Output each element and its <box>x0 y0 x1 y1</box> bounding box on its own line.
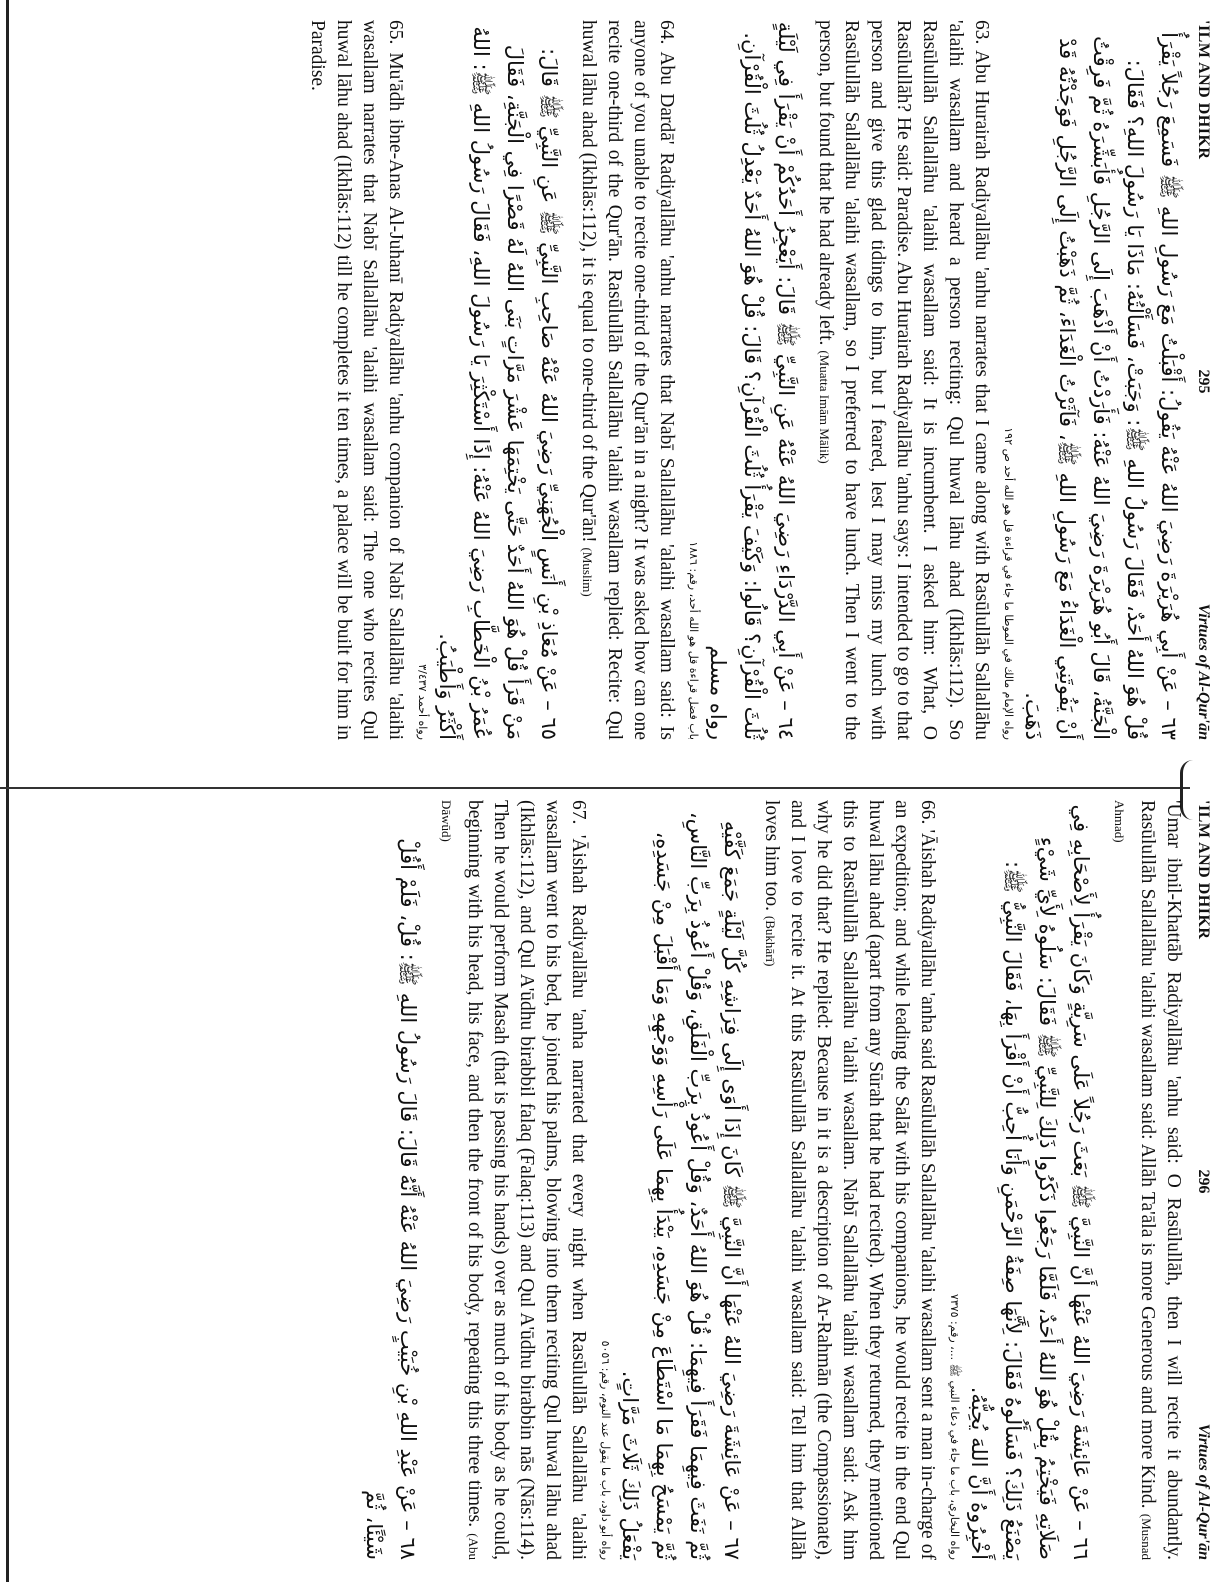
hadith-66-text: 66. 'Āishah Radiyallāhu 'anha said Rasūlullāh Sallallāhu 'alaihi wasallam sent a man in-charge of an expedition; and while leading the Salāt with his companions, he would recite in the end Qul huwal lāhu ahad (apart from any Sūrah that he had recited). When they returned, they mentioned this to Rasūlullāh Sallallāhu 'alaihi wasallam. Nabī Sallallāhu 'alaihi wasallam said: Ask him why he did that? He replied: Because in it is a description of Ar-Rahmān (the Compassionate), and I love to recite it. At this Rasūlullāh Sallallāhu 'alaihi wasallam said: Tell him that Allāh loves him too. <box>761 800 938 1560</box>
hadith-65-arabic: ٦٥ – عَنْ مُعَاذِ بْنِ أَنَسٍ الْجُهَنِيِّ رَضِيَ اللهُ عَنْهُ صَاحِبِ النَّبِيِّ ﷺ عَنِ النَّبِيِّ ﷺ قَالَ: مَنْ قَرَأَ قُلْ هُوَ اللهُ أَحَدٌ حَتَّى يَخْتِمَهَا عَشْرَ مَرَّاتٍ بَنَى اللهُ لَهُ قَصْرًا فِي الْجَنَّةِ، فَقَالَ عُمَرُ بْنُ الْخَطَّابِ رَضِيَ اللهُ عَنْهُ: إِذًا أَسْتَكْثِرَ يَا رَسُولَ اللهِ، فَقَالَ رَسُولُ اللهِ ﷺ: اللهُ أَكْثَرُ وَأَطْيَبُ. <box>435 26 561 740</box>
hadith-67-reference: رواه أبو داود، باب ما يقول عند النوم، رقم: ٥٠٥٦ <box>599 1340 612 1560</box>
hadith-68-arabic: ٦٨ – عَنْ عَبْدِ اللهِ بْنِ خُبَيْبٍ رَضِيَ اللهُ عَنْهُ أَنَّهُ قَالَ: قَالَ رَسُولُ اللهِ ﷺ: قُلْ، فَلَمْ أَقُلْ شَيْئًا، ثُمَّ <box>362 838 420 1560</box>
hadith-65-source: (Musnad Ahmad) <box>1112 800 1154 1561</box>
hadith-64-text: 64. Abu Dardā' Radiyallāhu 'anhu narrates that Nabī Sallallāhu 'alaihi wasallam said: Is anyone of you unable to recite one-third of the Qur'ān in a night? It was asked how can one recite one-third of the Qur'ān. Rasūlullāh Sallallāhu 'alaihi wasallam replied: Recite: Qul huwal lāhu ahad (Ikhlās:112), it is equal to one-third of the Qur'ān! <box>578 20 677 740</box>
hadith-66-arabic: ٦٦ – عَنْ عَائِشَةَ رَضِيَ اللهُ عَنْهَا أَنَّ النَّبِيَّ ﷺ بَعَثَ رَجُلاً عَلَى سَرِيَّةٍ وَكَانَ يَقْرَأُ لِأَصْحَابِهِ فِي صَلَاتِهِ فَيَخْتِمُ بِقُلْ هُوَ اللهُ أَحَدٌ، فَلَمَّا رَجَعُوا ذَكَرُوا ذَلِكَ لِلنَّبِيِّ ﷺ فَقَالَ: سَلُوهُ لِأَيِّ شَيْءٍ يَصْنَعُ ذَلِكَ؟ فَسَأَلُوهُ فَقَالَ: لِأَنَّهَا صِفَةُ الرَّحْمَنِ وَأَنَا أُحِبُّ أَنْ أَقْرَأَ بِهَا، فَقَالَ النَّبِيُّ ﷺ: أَخْبِرُوهُ أَنَّ اللهَ يُحِبُّهُ. <box>967 804 1093 1560</box>
book-spine <box>0 787 1190 789</box>
page-number: 295 <box>1195 369 1212 394</box>
hadith-65-english-continued <box>1106 800 1186 1560</box>
hadith-67-source: (Abu Dāwūd) <box>439 800 481 1560</box>
hadith-66-source: (Bukhārī) <box>763 915 778 967</box>
hadith-64-reference: باب فضل قراءة قل هو الله أحد، رقم: ١٨٨٦ <box>687 541 700 740</box>
hadith-65-reference: رواه أحمد ٣/٤٣٧ <box>416 664 429 740</box>
running-header <box>1194 20 1212 740</box>
hadith-65-continued-text: 'Umar ibnil-Khattāb Radiyallāhu 'anhu said: O Rasūlullāh, then I will recite it abundantly. Rasūlullāh Sallallāhu 'alaihi wasallam said: Allāh Ta'āla is more Generous and more Kind. <box>1137 800 1184 1560</box>
running-header <box>1194 800 1212 1560</box>
hadith-63-arabic: ٦٣ – عَنْ أَبِي هُرَيْرَةَ رَضِيَ اللهُ عَنْهُ يَقُولُ: أَقْبَلْتُ مَعَ رَسُولِ اللهِ ﷺ فَسَمِعَ رَجُلاً يَقْرَأُ قُلْ هُوَ اللهُ أَحَدٌ، فَقَالَ رَسُولُ اللهِ ﷺ: وَجَبَتْ، فَسَأَلْتُهُ: مَاذَا يَا رَسُولَ اللهِ؟ فَقَالَ: الْجَنَّةُ، قَالَ أَبُو هُرَيْرَةَ رَضِيَ اللهُ عَنْهُ: فَأَرَدْتُ أَنْ أَذْهَبَ إِلَى الرَّجُلِ فَأُبَشِّرَهُ ثُمَّ فَرِقْتُ أَنْ يَفُوتَنِي الْغَدَاءُ مَعَ رَسُولِ اللهِ ﷺ، فَآثَرْتُ الْغَدَاءَ، ثُمَّ ذَهَبْتُ إِلَى الرَّجُلِ فَوَجَدْتُهُ قَدْ ذَهَبَ. <box>1021 32 1181 740</box>
hadith-66-english <box>757 800 940 1560</box>
hadith-65-english: 65. Mu'ādh ibne-Anas Al-Juhanī Radiyallāhu 'anhu companion of Nabī Sallallāhu 'alaihi wasallam narrates that Nabī Sallallāhu 'alaihi wasallam said: The one who recites Qul huwal lāhu ahad (Ikhlās:112) till he completes it ten times, a palace will be built for him in Paradise. <box>307 20 406 740</box>
hadith-64-arabic: ٦٤ – عَنْ أَبِي الدَّرْدَاءِ رَضِيَ اللهُ عَنْهُ عَنِ النَّبِيِّ ﷺ قَالَ: أَيَعْجِزُ أَحَدُكُمْ أَنْ يَقْرَأَ فِي لَيْلَةٍ ثُلُثَ الْقُرْآنِ؟ قَالُوا: وَكَيْفَ يَقْرَأُ ثُلُثَ الْقُرْآنِ؟ قَالَ: قُلْ هُوَ اللهُ أَحَدٌ يَعْدِلُ ثُلُثَ الْقُرْآنِ. رواه مسلم <box>706 21 798 740</box>
book-title: 'ILM AND DHIKR <box>1195 20 1212 160</box>
chapter-title: Virtues of Al-Qur'ān <box>1195 1423 1212 1560</box>
hadith-63-english <box>811 20 994 740</box>
hadith-64-source: (Muslim) <box>580 547 595 597</box>
hadith-63-reference: رواه الإمام مالك في الموطا ما جاء في قراءة قل هو الله أحد ص ١٩٢ <box>1002 427 1015 740</box>
hadith-67-text: 67. 'Āishah Radiyallāhu 'anha narrated that every night when Rasūlullāh Sallallāhu 'alaihi wasallam went to his bed, he joined his palms, blowing into them reciting Qul huwal lāhu ahad (Ikhlās:112), and Qul A'ūdhu birabbil falaq (Falaq:113) and Qul A'ūdhu birabbin nās (Nās:114). Then he would perform Masah (that is passing his hands) over as much of his body as he could, beginning with his head, his face, and then the front of his body, repeating this three times. <box>464 800 589 1560</box>
page-number: 296 <box>1195 1169 1212 1194</box>
hadith-67-arabic: ٦٧ – عَنْ عَائِشَةَ رَضِيَ اللهُ عَنْهَا أَنَّ النَّبِيَّ ﷺ كَانَ إِذَا أَوَى إِلَى فِرَاشِهِ كُلَّ لَيْلَةٍ جَمَعَ كَفَّيْهِ ثُمَّ نَفَثَ فِيهِمَا فَقَرَأَ فِيهِمَا: قُلْ هُوَ اللهُ أَحَدٌ، وَقُلْ أَعُوذُ بِرَبِّ الْفَلَقِ، وَقُلْ أَعُوذُ بِرَبِّ النَّاسِ، ثُمَّ يَمْسَحُ بِهِمَا مَا اسْتَطَاعَ مِنْ جَسَدِهِ، يَبْدَأُ بِهِمَا عَلَى رَأْسِهِ وَوَجْهِهِ وَمَا أَقْبَلَ مِنْ جَسَدِهِ، يَفْعَلُ ذَلِكَ ثَلَاثَ مَرَّاتٍ. <box>618 811 744 1560</box>
page-296 <box>100 800 1212 1560</box>
page-295 <box>100 20 1212 740</box>
hadith-63-source: (Muatta Imām Mālik) <box>817 350 832 464</box>
hadith-63-text: 63. Abu Hurairah Radiyallāhu 'anhu narrates that I came along with Rasūlullāh Sallallāhu 'alaihi wasallam and heard a person reciting: Qul huwal lāhu ahad (Ikhlās:112). So Rasūlullāh Sallallāhu 'alaihi wasallam said: It is incumbent. I asked him: What, O Rasūlullāh? He said: Paradise. Abu Hurairah Radiyallāhu 'anhu says: I intended to go to that person and give this glad tidings to him, but I feared, lest I may miss my lunch with Rasūlullāh Sallallāhu 'alaihi wasallam, so I preferred to have lunch. Then I went to the person, but found that he had already left. <box>815 20 992 740</box>
hadith-67-english <box>433 800 591 1560</box>
binding-edge <box>6 0 9 1582</box>
hadith-66-reference: رواه البخاري، باب ما جاء في دعاء النبي ﷺ ...، رقم: ٧٣٧٥ <box>948 1293 961 1560</box>
chapter-title: Virtues of Al-Qur'ān <box>1195 603 1212 740</box>
hadith-64-english <box>574 20 679 740</box>
book-title: 'ILM AND DHIKR <box>1195 800 1212 940</box>
